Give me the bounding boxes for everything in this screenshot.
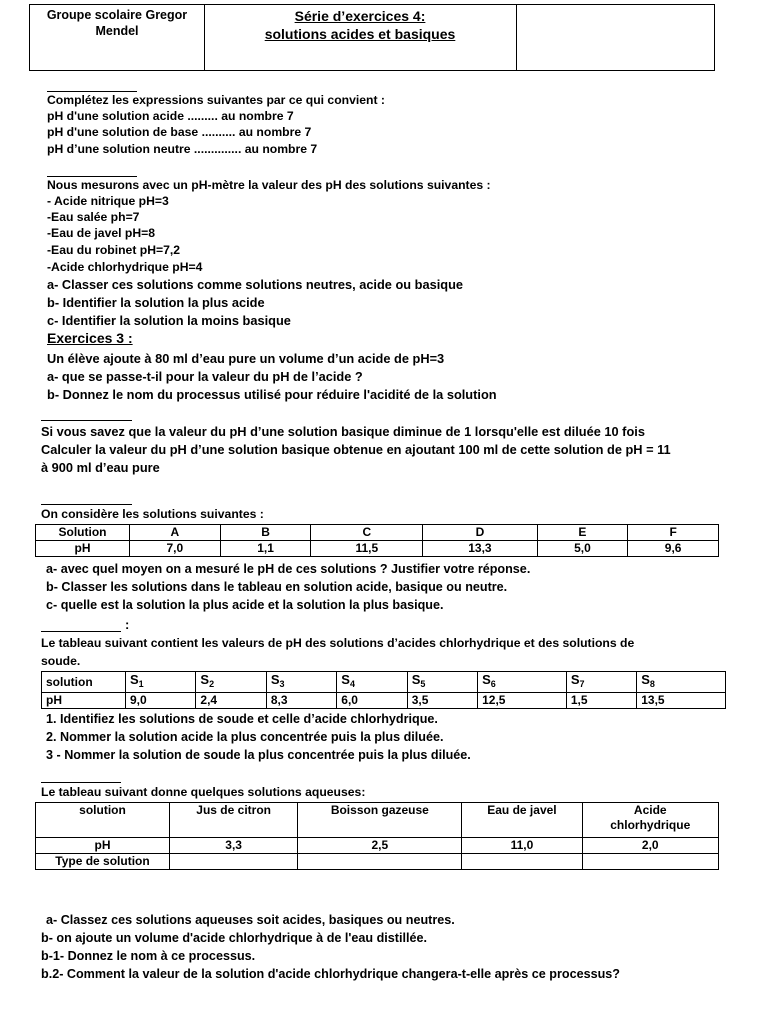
table-cell: pH [42, 693, 126, 709]
s-letter: S [341, 672, 350, 687]
ex2-question: c- Identifier la solution la moins basique [47, 313, 291, 328]
table-row [42, 693, 726, 709]
ex1-line: pH d'une solution de base .......... au nombre 7 [47, 125, 312, 139]
subscript: 5 [420, 679, 426, 689]
s-letter: S [270, 672, 280, 687]
title-cell [204, 5, 517, 70]
table-header-cell [196, 672, 266, 693]
exercise-3-title: Exercices 3 : [47, 330, 133, 346]
ex2-line: - Acide nitrique pH=3 [47, 194, 169, 208]
table-row [42, 672, 726, 693]
ex7-question: b- on ajoute un volume d'acide chlorhydrique à de l'eau distillée. [41, 931, 427, 945]
school-cell [30, 5, 205, 70]
table-cell [170, 854, 298, 870]
ex4-line: Si vous savez que la valeur du pH d’une solution basique diminue de 1 lorsqu'elle est diluée 10 fois [41, 424, 645, 439]
ex5-table [35, 524, 719, 557]
table-cell: 1,1 [220, 541, 311, 557]
table-cell: 13,5 [637, 693, 726, 709]
table-cell: 9,0 [126, 693, 196, 709]
table-cell: 7,0 [130, 541, 221, 557]
s-letter: S [130, 672, 139, 687]
ex2-line: Nous mesurons avec un pH-mètre la valeur des pH des solutions suivantes : [47, 178, 491, 192]
table-row [36, 838, 719, 854]
ex5-question: b- Classer les solutions dans le tableau en solution acide, basique ou neutre. [46, 580, 508, 594]
table-row [36, 525, 719, 541]
table-cell: 2,4 [196, 693, 266, 709]
ex5-intro: On considère les solutions suivantes : [41, 507, 264, 521]
exercise-6-underline [41, 631, 121, 632]
table-cell: Solution [36, 525, 130, 541]
table-cell [462, 854, 582, 870]
subscript: 1 [138, 679, 144, 689]
ex6-question: 1. Identifiez les solutions de soude et celle d’acide chlorhydrique. [46, 712, 438, 726]
ex1-line: pH d'une solution acide ......... au nombre 7 [47, 109, 294, 123]
ex2-question: a- Classer ces solutions comme solutions neutres, acide ou basique [47, 277, 464, 292]
ex1-line: Complétez les expressions suivantes par ce qui convient : [47, 93, 385, 107]
table-row [36, 854, 719, 870]
exercise-5-underline [41, 504, 132, 505]
table-header-cell [266, 672, 336, 693]
ex2-line: -Eau de javel pH=8 [47, 226, 156, 240]
table-cell: 8,3 [266, 693, 336, 709]
table-cell: D [423, 525, 537, 541]
subscript: 2 [209, 679, 215, 689]
header-box [29, 4, 715, 71]
table-cell: 11,0 [462, 838, 582, 854]
table-cell: 12,5 [478, 693, 567, 709]
header-line: Acide [633, 803, 667, 817]
exercise-4-underline [41, 420, 132, 421]
exercise-1-underline [47, 91, 137, 92]
ex2-question: b- Identifier la solution la plus acide [47, 295, 265, 310]
table-header-cell: Boisson gazeuse [298, 803, 462, 838]
table-cell: 13,3 [423, 541, 537, 557]
table-cell: B [220, 525, 311, 541]
subscript: 6 [490, 679, 496, 689]
table-cell: 3,3 [170, 838, 298, 854]
ex2-line: -Eau du robinet pH=7,2 [47, 243, 181, 257]
s-letter: S [570, 672, 580, 687]
ex6-intro: Le tableau suivant contient les valeurs de pH des solutions d’acides chlorhydrique et des solutions de [41, 636, 635, 650]
table-header-cell [582, 803, 718, 838]
s-letter: S [200, 672, 210, 687]
ex7-intro: Le tableau suivant donne quelques solutions aqueuses: [41, 785, 366, 799]
title-line2: solutions acides et basiques [264, 26, 456, 42]
table-row [36, 541, 719, 557]
exercise-7-underline [41, 782, 121, 783]
table-cell: 11,5 [311, 541, 423, 557]
table-header-cell: Eau de javel [462, 803, 582, 838]
table-cell: F [628, 525, 719, 541]
ex2-line: -Acide chlorhydrique pH=4 [47, 260, 203, 274]
table-row [36, 803, 719, 838]
ex4-line: Calculer la valeur du pH d’une solution basique obtenue en ajoutant 100 ml de cette solution de pH = 11 [41, 442, 671, 457]
table-cell: 1,5 [566, 693, 636, 709]
table-header-cell [337, 672, 407, 693]
ex6-table [41, 671, 726, 709]
ex7-table [35, 802, 719, 870]
table-header-cell: Jus de citron [170, 803, 298, 838]
table-cell [582, 854, 718, 870]
subscript: 3 [279, 679, 285, 689]
ex6-question: 3 - Nommer la solution de soude la plus concentrée puis la plus diluée. [46, 748, 471, 762]
ex5-question: a- avec quel moyen on a mesuré le pH de ces solutions ? Justifier votre réponse. [46, 562, 531, 576]
ex2-line: -Eau salée ph=7 [47, 210, 140, 224]
s-letter: S [482, 672, 491, 687]
table-header-cell [126, 672, 196, 693]
header-line: chlorhydrique [610, 818, 691, 832]
table-header-cell [566, 672, 636, 693]
table-cell: 6,0 [337, 693, 407, 709]
table-cell: A [130, 525, 221, 541]
table-header-cell [407, 672, 477, 693]
ex6-question: 2. Nommer la solution acide la plus concentrée puis la plus diluée. [46, 730, 444, 744]
school-line1: Groupe scolaire Gregor [46, 8, 188, 22]
subscript: 8 [649, 679, 655, 689]
table-cell: E [537, 525, 628, 541]
table-header-cell [478, 672, 567, 693]
subscript: 7 [579, 679, 585, 689]
subscript: 4 [349, 679, 355, 689]
table-cell: Type de solution [36, 854, 170, 870]
ex3-line: b- Donnez le nom du processus utilisé pour réduire l'acidité de la solution [47, 387, 497, 402]
table-cell: 9,6 [628, 541, 719, 557]
s-letter: S [411, 672, 421, 687]
ex6-intro: soude. [41, 654, 81, 668]
ex3-line: Un élève ajoute à 80 ml d’eau pure un volume d’un acide de pH=3 [47, 351, 445, 366]
s-letter: S [641, 672, 650, 687]
ex7-question: b-1- Donnez le nom à ce processus. [41, 949, 256, 963]
ex3-line: a- que se passe-t-il pour la valeur du pH de l’acide ? [47, 369, 363, 384]
ex7-question: b.2- Comment la valeur de la solution d'acide chlorhydrique changera-t-elle après ce processus? [41, 967, 620, 981]
table-cell: 5,0 [537, 541, 628, 557]
ex5-question: c- quelle est la solution la plus acide et la solution la plus basique. [46, 598, 444, 612]
table-cell: pH [36, 838, 170, 854]
table-header-cell: solution [36, 803, 170, 838]
ex7-question: a- Classez ces solutions aqueuses soit acides, basiques ou neutres. [46, 913, 455, 927]
title-line1: Série d’exercices 4: [294, 8, 426, 24]
table-header-cell [637, 672, 726, 693]
exercise-2-underline [47, 176, 137, 177]
ex4-line: à 900 ml d’eau pure [41, 460, 160, 475]
ex1-line: pH d’une solution neutre .............. au nombre 7 [47, 142, 318, 156]
table-cell: pH [36, 541, 130, 557]
table-cell: 2,5 [298, 838, 462, 854]
table-cell: C [311, 525, 423, 541]
table-header-cell: solution [42, 672, 126, 693]
table-cell: 3,5 [407, 693, 477, 709]
table-cell: 2,0 [582, 838, 718, 854]
school-line2: Mendel [95, 24, 139, 38]
table-cell [298, 854, 462, 870]
ex6-colon: : [125, 617, 130, 632]
